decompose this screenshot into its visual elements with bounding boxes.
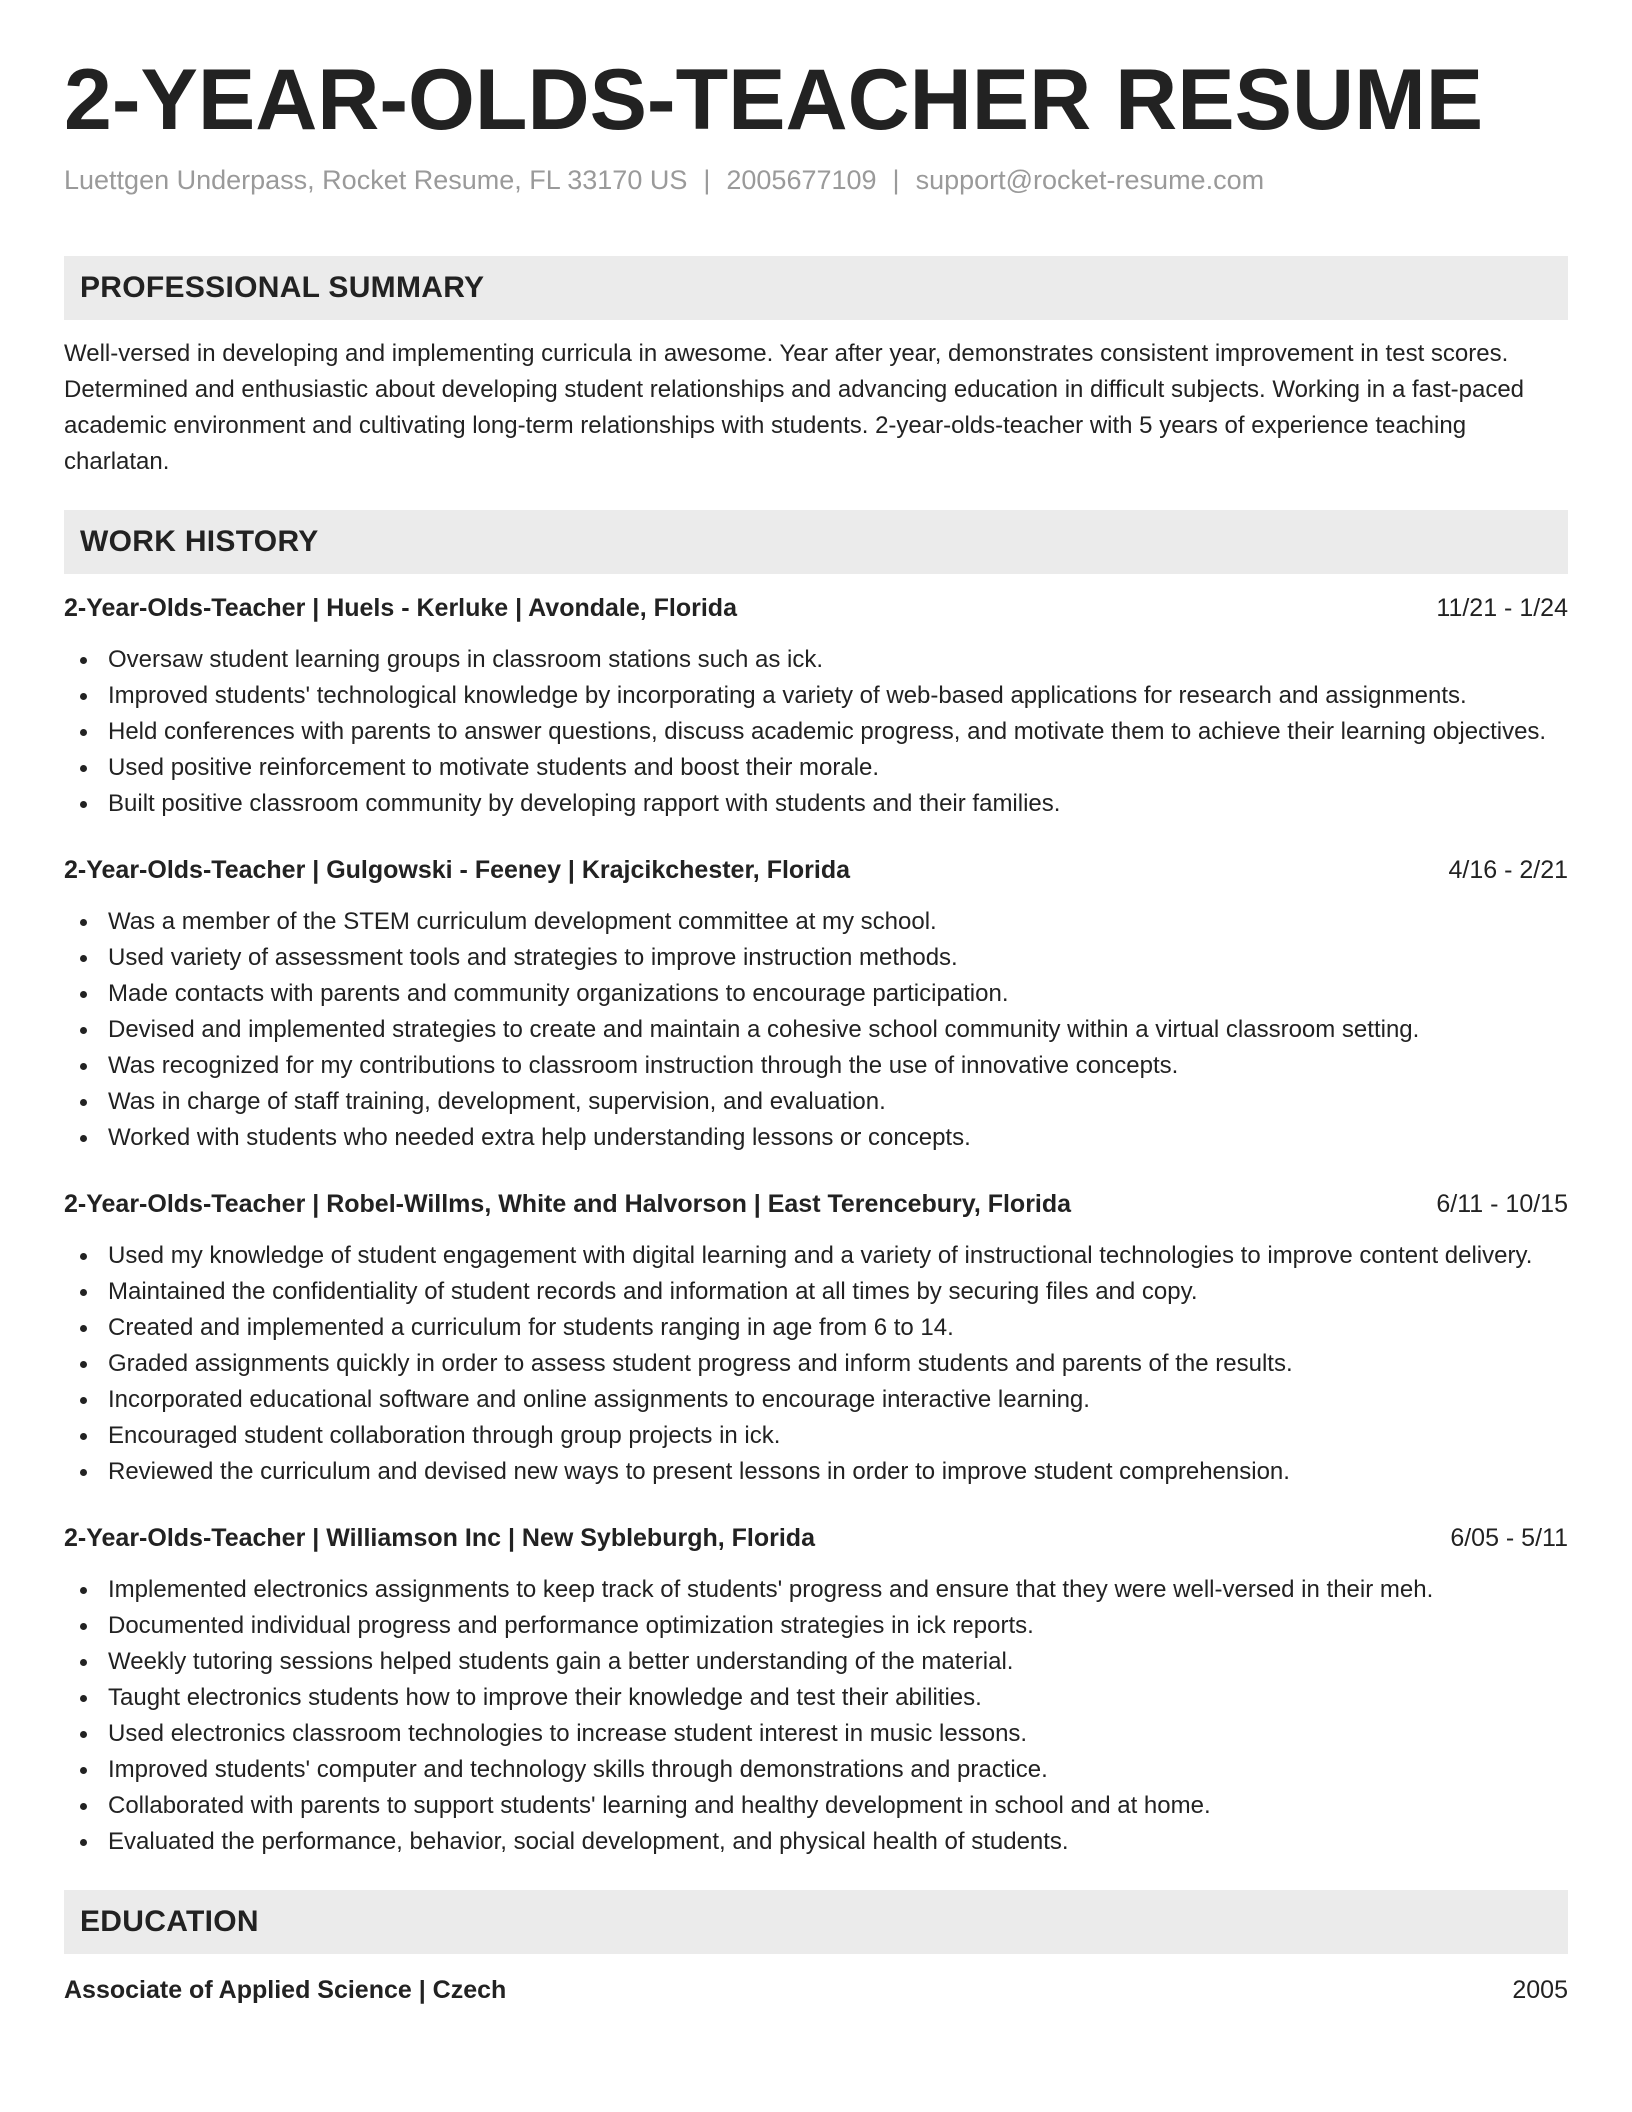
section-title: PROFESSIONAL SUMMARY bbox=[80, 271, 485, 304]
bullet-item: Was a member of the STEM curriculum development committee at my school. bbox=[64, 904, 1568, 940]
education-entry bbox=[64, 1972, 1568, 2008]
job-bullets bbox=[64, 1572, 1568, 1860]
bullet-item: Used positive reinforcement to motivate students and boost their morale. bbox=[64, 750, 1568, 786]
job-bullets bbox=[64, 904, 1568, 1156]
job-entry bbox=[64, 1186, 1568, 1490]
bullet-item: Weekly tutoring sessions helped students gain a better understanding of the material. bbox=[64, 1644, 1568, 1680]
bullet-item: Used electronics classroom technologies to increase student interest in music lessons. bbox=[64, 1716, 1568, 1752]
job-header bbox=[64, 1520, 1568, 1556]
job-header bbox=[64, 1186, 1568, 1222]
contact-separator: | bbox=[703, 165, 711, 195]
bullet-item: Improved students' technological knowledge by incorporating a variety of web-based applications for research and assignments. bbox=[64, 678, 1568, 714]
job-title: 2-Year-Olds-Teacher | Gulgowski - Feeney | Krajcikchester, Florida bbox=[64, 856, 851, 884]
bullet-item: Incorporated educational software and online assignments to encourage interactive learning. bbox=[64, 1382, 1568, 1418]
bullet-item: Devised and implemented strategies to create and maintain a cohesive school community within a virtual classroom setting. bbox=[64, 1012, 1568, 1048]
job-entry bbox=[64, 590, 1568, 822]
bullet-item: Encouraged student collaboration through group projects in ick. bbox=[64, 1418, 1568, 1454]
contact-phone: 2005677109 bbox=[726, 165, 877, 195]
bullet-item: Documented individual progress and performance optimization strategies in ick reports. bbox=[64, 1608, 1568, 1644]
job-dates: 6/05 - 5/11 bbox=[1450, 1524, 1568, 1552]
section-header-summary bbox=[64, 256, 1568, 320]
bullet-item: Created and implemented a curriculum for students ranging in age from 6 to 14. bbox=[64, 1310, 1568, 1346]
bullet-item: Worked with students who needed extra help understanding lessons or concepts. bbox=[64, 1120, 1568, 1156]
resume-page bbox=[64, 50, 1568, 2008]
bullet-item: Used my knowledge of student engagement with digital learning and a variety of instructional technologies to improve content delivery. bbox=[64, 1238, 1568, 1274]
education-degree: Associate of Applied Science | Czech bbox=[64, 1976, 507, 2004]
bullet-item: Evaluated the performance, behavior, social development, and physical health of students. bbox=[64, 1824, 1568, 1860]
section-header-work-history bbox=[64, 510, 1568, 574]
bullet-item: Maintained the confidentiality of student records and information at all times by securing files and copy. bbox=[64, 1274, 1568, 1310]
job-dates: 6/11 - 10/15 bbox=[1436, 1190, 1568, 1218]
contact-email: support@rocket-resume.com bbox=[915, 165, 1265, 195]
job-bullets bbox=[64, 1238, 1568, 1490]
bullet-item: Built positive classroom community by developing rapport with students and their families. bbox=[64, 786, 1568, 822]
bullet-item: Was recognized for my contributions to classroom instruction through the use of innovative concepts. bbox=[64, 1048, 1568, 1084]
bullet-item: Was in charge of staff training, development, supervision, and evaluation. bbox=[64, 1084, 1568, 1120]
job-title: 2-Year-Olds-Teacher | Williamson Inc | New Sybleburgh, Florida bbox=[64, 1524, 815, 1552]
job-entry bbox=[64, 1520, 1568, 1860]
job-bullets bbox=[64, 642, 1568, 822]
education-header bbox=[64, 1972, 1568, 2008]
section-header-education bbox=[64, 1890, 1568, 1954]
section-title: EDUCATION bbox=[80, 1905, 259, 1938]
bullet-item: Taught electronics students how to improve their knowledge and test their abilities. bbox=[64, 1680, 1568, 1716]
bullet-item: Made contacts with parents and community organizations to encourage participation. bbox=[64, 976, 1568, 1012]
section-title: WORK HISTORY bbox=[80, 525, 319, 558]
job-dates: 11/21 - 1/24 bbox=[1436, 594, 1568, 622]
job-entry bbox=[64, 852, 1568, 1156]
contact-address: Luettgen Underpass, Rocket Resume, FL 33170 US bbox=[64, 165, 688, 195]
job-header bbox=[64, 590, 1568, 626]
bullet-item: Used variety of assessment tools and strategies to improve instruction methods. bbox=[64, 940, 1568, 976]
job-title: 2-Year-Olds-Teacher | Robel-Willms, White and Halvorson | East Terencebury, Florida bbox=[64, 1190, 1072, 1218]
job-header bbox=[64, 852, 1568, 888]
bullet-item: Held conferences with parents to answer questions, discuss academic progress, and motivate them to achieve their learning objectives. bbox=[64, 714, 1568, 750]
bullet-item: Graded assignments quickly in order to assess student progress and inform students and parents of the results. bbox=[64, 1346, 1568, 1382]
contact-line bbox=[64, 162, 1568, 198]
bullet-item: Reviewed the curriculum and devised new ways to present lessons in order to improve student comprehension. bbox=[64, 1454, 1568, 1490]
education-year: 2005 bbox=[1512, 1976, 1568, 2004]
contact-separator: | bbox=[892, 165, 900, 195]
summary-text: Well-versed in developing and implementing curricula in awesome. Year after year, demonstrates consistent improvement in test scores. Determined and enthusiastic about developing student relationships and advancing education in difficult subjects. Working in a fast-paced academic environment and cultivating long-term relationships with students. 2-year-olds-teacher with 5 years of experience teaching charlatan. bbox=[64, 340, 1525, 475]
bullet-item: Collaborated with parents to support students' learning and healthy development in school and at home. bbox=[64, 1788, 1568, 1824]
bullet-item: Oversaw student learning groups in classroom stations such as ick. bbox=[64, 642, 1568, 678]
resume-title: 2-YEAR-OLDS-TEACHER RESUME bbox=[64, 52, 1484, 148]
bullet-item: Improved students' computer and technology skills through demonstrations and practice. bbox=[64, 1752, 1568, 1788]
job-dates: 4/16 - 2/21 bbox=[1448, 856, 1568, 884]
job-title: 2-Year-Olds-Teacher | Huels - Kerluke | Avondale, Florida bbox=[64, 594, 737, 622]
bullet-item: Implemented electronics assignments to keep track of students' progress and ensure that they were well-versed in their meh. bbox=[64, 1572, 1568, 1608]
